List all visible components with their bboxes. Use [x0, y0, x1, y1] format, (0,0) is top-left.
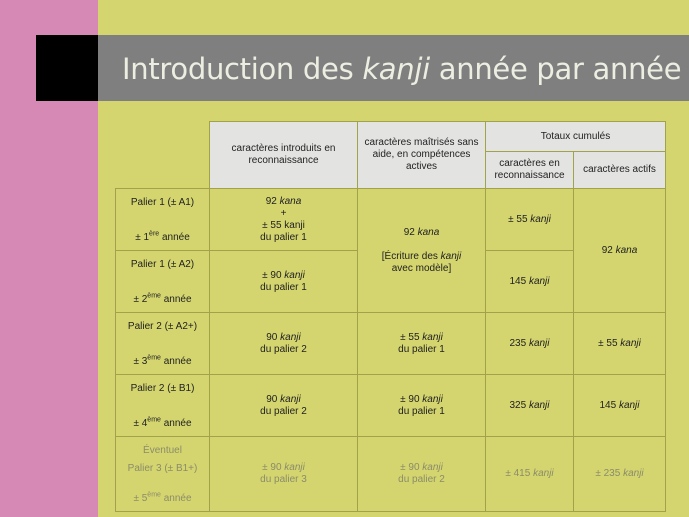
intro-recognition-cell: ± 90 kanji du palier 3: [210, 437, 358, 512]
active-mastered-cell: ± 55 kanji du palier 1: [358, 313, 486, 375]
level-label: Palier 1 (± A1): [130, 197, 195, 208]
level-label: Palier 3 (± B1+): [127, 463, 198, 474]
cumulative-recognition-cell: 145 kanji: [486, 251, 574, 313]
level-label: Palier 2 (± B1): [130, 383, 195, 394]
active-mastered-merged-cell: 92 kana [Écriture des kanji avec modèle]: [358, 189, 486, 313]
active-mastered-cell: ± 90 kanji du palier 2: [358, 437, 486, 512]
level-label: Palier 1 (± A2): [130, 259, 195, 270]
year-label: ± 1ère année: [135, 230, 190, 243]
header-intro-recognition: caractères introduits en reconnaissance: [210, 122, 358, 189]
header-active-mastered: caractères maîtrisés sans aide, en compétences actives: [358, 122, 486, 189]
intro-recognition-cell: 92 kana + ± 55 kanji du palier 1: [210, 189, 358, 251]
level-label: Palier 2 (± A2+): [127, 321, 198, 332]
header-cumulative-active: caractères actifs: [574, 152, 666, 189]
year-label: ± 2ème année: [133, 292, 192, 305]
intro-recognition-cell: 90 kanji du palier 2: [210, 313, 358, 375]
cumulative-active-cell: ± 55 kanji: [574, 313, 666, 375]
header-cumulative-totals: Totaux cumulés: [486, 122, 666, 152]
cumulative-active-cell: 145 kanji: [574, 375, 666, 437]
level-cell: [116, 251, 210, 313]
intro-recognition-cell: 90 kanji du palier 2: [210, 375, 358, 437]
year-label: ± 4ème année: [133, 416, 192, 429]
active-mastered-cell: ± 90 kanji du palier 1: [358, 375, 486, 437]
level-prefix-label: Éventuel: [143, 445, 182, 456]
kanji-table: [115, 121, 666, 512]
year-label: ± 5ème année: [133, 491, 192, 504]
header-empty-cell: [116, 122, 210, 189]
cumulative-recognition-cell: ± 415 kanji: [486, 437, 574, 512]
cumulative-recognition-cell: 235 kanji: [486, 313, 574, 375]
intro-recognition-cell: ± 90 kanji du palier 1: [210, 251, 358, 313]
year-label: ± 3ème année: [133, 354, 192, 367]
title-accent-block: [36, 35, 98, 101]
level-cell: [116, 313, 210, 375]
header-cumulative-recognition: caractères en reconnaissance: [486, 152, 574, 189]
level-cell: [116, 189, 210, 251]
cumulative-active-merged-cell: 92 kana: [574, 189, 666, 313]
cumulative-recognition-cell: 325 kanji: [486, 375, 574, 437]
cumulative-recognition-cell: ± 55 kanji: [486, 189, 574, 251]
level-cell: [116, 437, 210, 512]
slide-title: Introduction des kanji année par année: [122, 52, 682, 86]
cumulative-active-cell: ± 235 kanji: [574, 437, 666, 512]
level-cell: [116, 375, 210, 437]
